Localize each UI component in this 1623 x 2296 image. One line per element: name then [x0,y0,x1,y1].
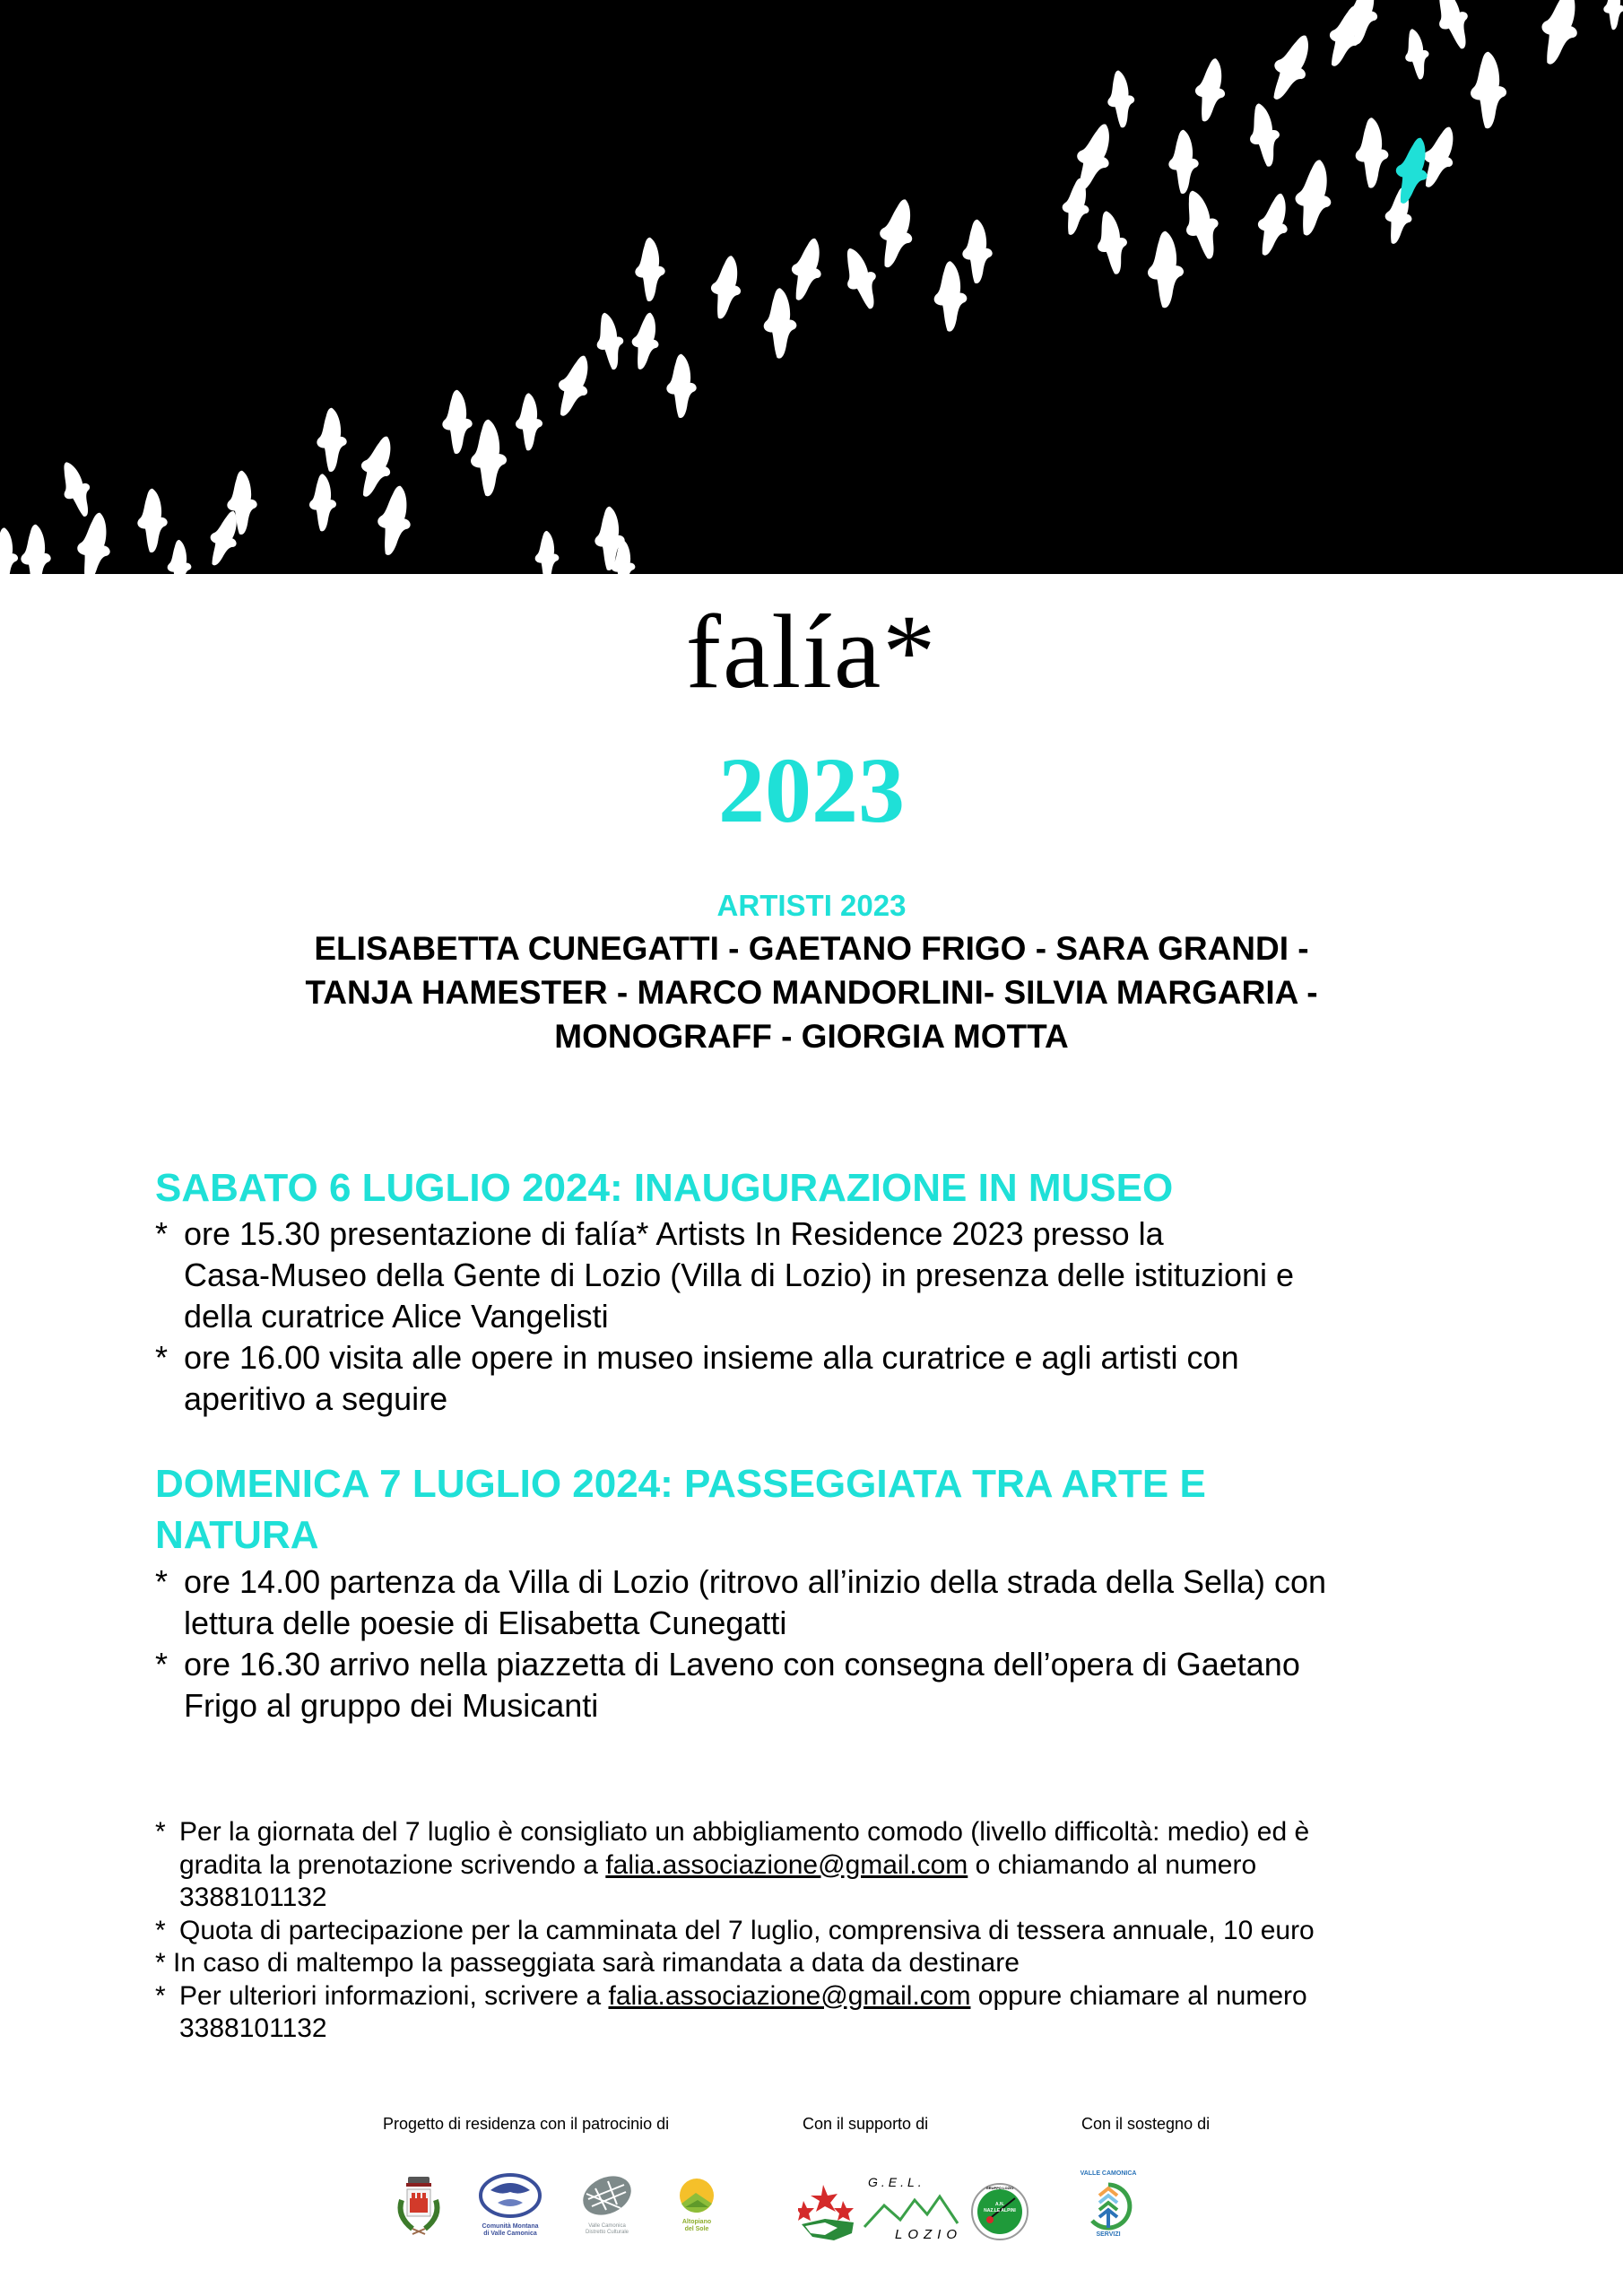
bird-shape [72,510,117,574]
bird-shape [352,431,402,501]
bird-shape [836,243,886,313]
bird-shape [872,196,922,272]
note-item [155,1947,1500,1980]
artists-line: ELISABETTA CUNEGATTI - GAETANO FRIGO - SARA GRANDI - [314,930,1309,967]
coat-of-arms-logo [393,2175,445,2239]
bird-shape [1428,0,1478,54]
artists-label: ARTISTI 2023 [716,889,907,922]
note-item [155,1816,1500,1915]
bird-shape [372,483,417,559]
bullet-asterisk: * [155,1563,169,1600]
bullet-asterisk: * [155,1339,169,1376]
bullet-asterisk: * [155,1915,166,1945]
event-item [155,1561,1482,1644]
bird-shape [549,351,599,421]
note-text: oppure chiamare al numero [970,1980,1307,2011]
logo-text: Comunità Montana di Valle Camonica [482,2223,539,2237]
event-title: falía* [685,593,938,710]
bird-shape [1262,29,1321,107]
heading-line: SABATO 6 LUGLIO 2024: INAUGURAZIONE IN MUSEO [155,1166,1174,1210]
bird-shape [168,540,192,574]
event-item [155,1644,1482,1726]
distretto-culturale-logo [574,2172,640,2236]
bird-shape [21,525,50,574]
altopiano-del-sole-logo [674,2177,719,2233]
bird-shape [764,288,797,358]
patronage-label: Progetto di residenza con il patrocinio di [383,2115,670,2133]
logo-text: A.N. NAZ.LE ALPINI [984,2202,1016,2213]
alpini-logo [970,2182,1029,2241]
heading-line: NATURA [155,1513,319,1557]
item-line: ore 16.00 visita alle opere in museo insieme alla curatrice e agli artisti con [184,1339,1239,1376]
logo-text-bottom: LOZIO [895,2227,963,2242]
comunita-montana-logo [478,2172,542,2238]
bullet-asterisk: * [155,1980,166,2011]
bird-shape [706,253,746,321]
note-item [155,1980,1500,2046]
birds-decoration [0,0,1623,574]
artists-list [179,926,1444,1058]
heading-line: DOMENICA 7 LUGLIO 2024: PASSEGGIATA TRA ARTE E [155,1462,1206,1506]
bird-shape [516,393,542,450]
bird-shape [1176,187,1227,263]
bird-shape [592,310,629,371]
bird-shape [1244,100,1284,169]
logo-text-top: VALLE CAMONICA [1080,2170,1137,2177]
note-line: In caso di maltempo la passeggiata sarà rimandata a data da destinare [173,1948,1020,1978]
event-year: 2023 [718,739,905,842]
note-item [155,1915,1500,1948]
note-line [179,1849,1500,1883]
mountains-icon [863,2189,961,2229]
event-item [155,1337,1482,1420]
gel-lozio-logo [863,2175,961,2245]
bullet-asterisk: * [155,1646,169,1683]
item-line: Frigo al gruppo dei Musicanti [184,1687,599,1724]
event-item [155,1213,1482,1337]
bird-shape [471,420,507,496]
bird-shape [666,354,696,418]
bird-shape [1190,56,1230,124]
item-line: ore 14.00 partenza da Villa di Lozio (ritrovo all’inizio della strada della Sella) con [184,1563,1327,1600]
bird-shape [317,408,346,472]
bullet-asterisk: * [155,1817,166,1847]
bird-shape [1091,208,1132,276]
logo-text-ring: GRUPPO LOZIO [985,2186,1014,2190]
email-link[interactable]: falia.associazione@gmail.com [608,1980,971,2011]
bird-shape [309,474,336,531]
event-items-saturday [155,1213,1482,1420]
item-line: aperitivo a seguire [184,1380,448,1417]
bird-shape [137,489,167,552]
item-line: Casa-Museo della Gente di Lozio (Villa di Lozio) in presenza delle istituzioni e [184,1257,1295,1293]
note-line: Per la giornata del 7 luglio è consigliato un abbigliamento comodo (livello difficoltà: medio) ed è [179,1817,1310,1847]
artists-line: TANJA HAMESTER - MARCO MANDORLINI- SILVIA MARGARIA - [305,974,1318,1011]
bird-shape [0,527,18,574]
email-link[interactable]: falia.associazione@gmail.com [605,1849,968,1880]
tree-arrows-icon [1081,2181,1135,2231]
item-line: ore 15.30 presentazione di falía* Artists In Residence 2023 presso la [184,1215,1164,1252]
note-line [179,1980,1500,2013]
bird-shape [1603,0,1623,30]
logo-text-top: G.E.L. [868,2175,925,2189]
bird-shape [1148,231,1184,308]
sun-hills-icon [678,2177,716,2214]
bird-shape [1471,52,1506,128]
logo-text: Valle Camonica Distretto Culturale [585,2223,629,2235]
event-heading-sunday [155,1458,1206,1561]
bird-shape [1168,130,1198,194]
phone-number: 3388101132 [179,1883,327,1912]
artists-line: MONOGRAFF - GIORGIA MOTTA [554,1018,1069,1055]
phone-number: 3388101132 [179,2013,327,2043]
bird-shape [962,220,992,283]
bird-shape [1356,117,1389,187]
note-text: o chiamando al numero [968,1849,1257,1880]
bird-shape [1401,27,1433,82]
bird-shape [635,238,664,301]
note-text: gradita la prenotazione scrivendo a [179,1849,606,1880]
stone-pattern-icon [579,2172,635,2219]
note-line: Quota di partecipazione per la camminata del 7 luglio, comprensiva di tessera annuale, 10 euro [179,1915,1315,1945]
bird-shape [628,310,664,371]
notes-list [155,1816,1500,2046]
bird-shape [934,261,968,331]
bird-shape [1066,118,1121,196]
eagle-wreath-icon [478,2172,542,2219]
item-line: della curatrice Alice Vangelisti [184,1298,609,1335]
bird-shape [442,390,472,454]
logo-text: Altopiano del Sole [681,2219,712,2232]
sponsor-label: Con il sostegno di [1081,2115,1211,2133]
bullet-asterisk: * [155,1215,169,1252]
note-text: Per ulteriori informazioni, scrivere a [179,1980,609,2011]
bird-shape [1533,0,1588,69]
bird-shape [54,457,99,521]
logo-text-bottom: SERVIZI [1096,2231,1121,2238]
handshake-flowers-logo [798,2181,855,2242]
bird-shape [1289,157,1338,239]
valle-camonica-servizi-logo [1074,2170,1142,2242]
event-heading-saturday [155,1162,1173,1213]
support-label: Con il supporto di [803,2115,929,2133]
item-line: ore 16.30 arrivo nella piazzetta di Laveno con consegna dell’opera di Gaetano [184,1646,1300,1683]
bullet-asterisk: * [155,1948,166,1978]
bird-shape [535,531,560,574]
header-banner [0,0,1623,574]
bird-shape [785,235,830,304]
bird-shape [1105,69,1137,128]
item-line: lettura delle poesie di Elisabetta Cunegatti [184,1605,787,1641]
event-items-sunday [155,1561,1482,1726]
bird-shape [1251,190,1297,259]
